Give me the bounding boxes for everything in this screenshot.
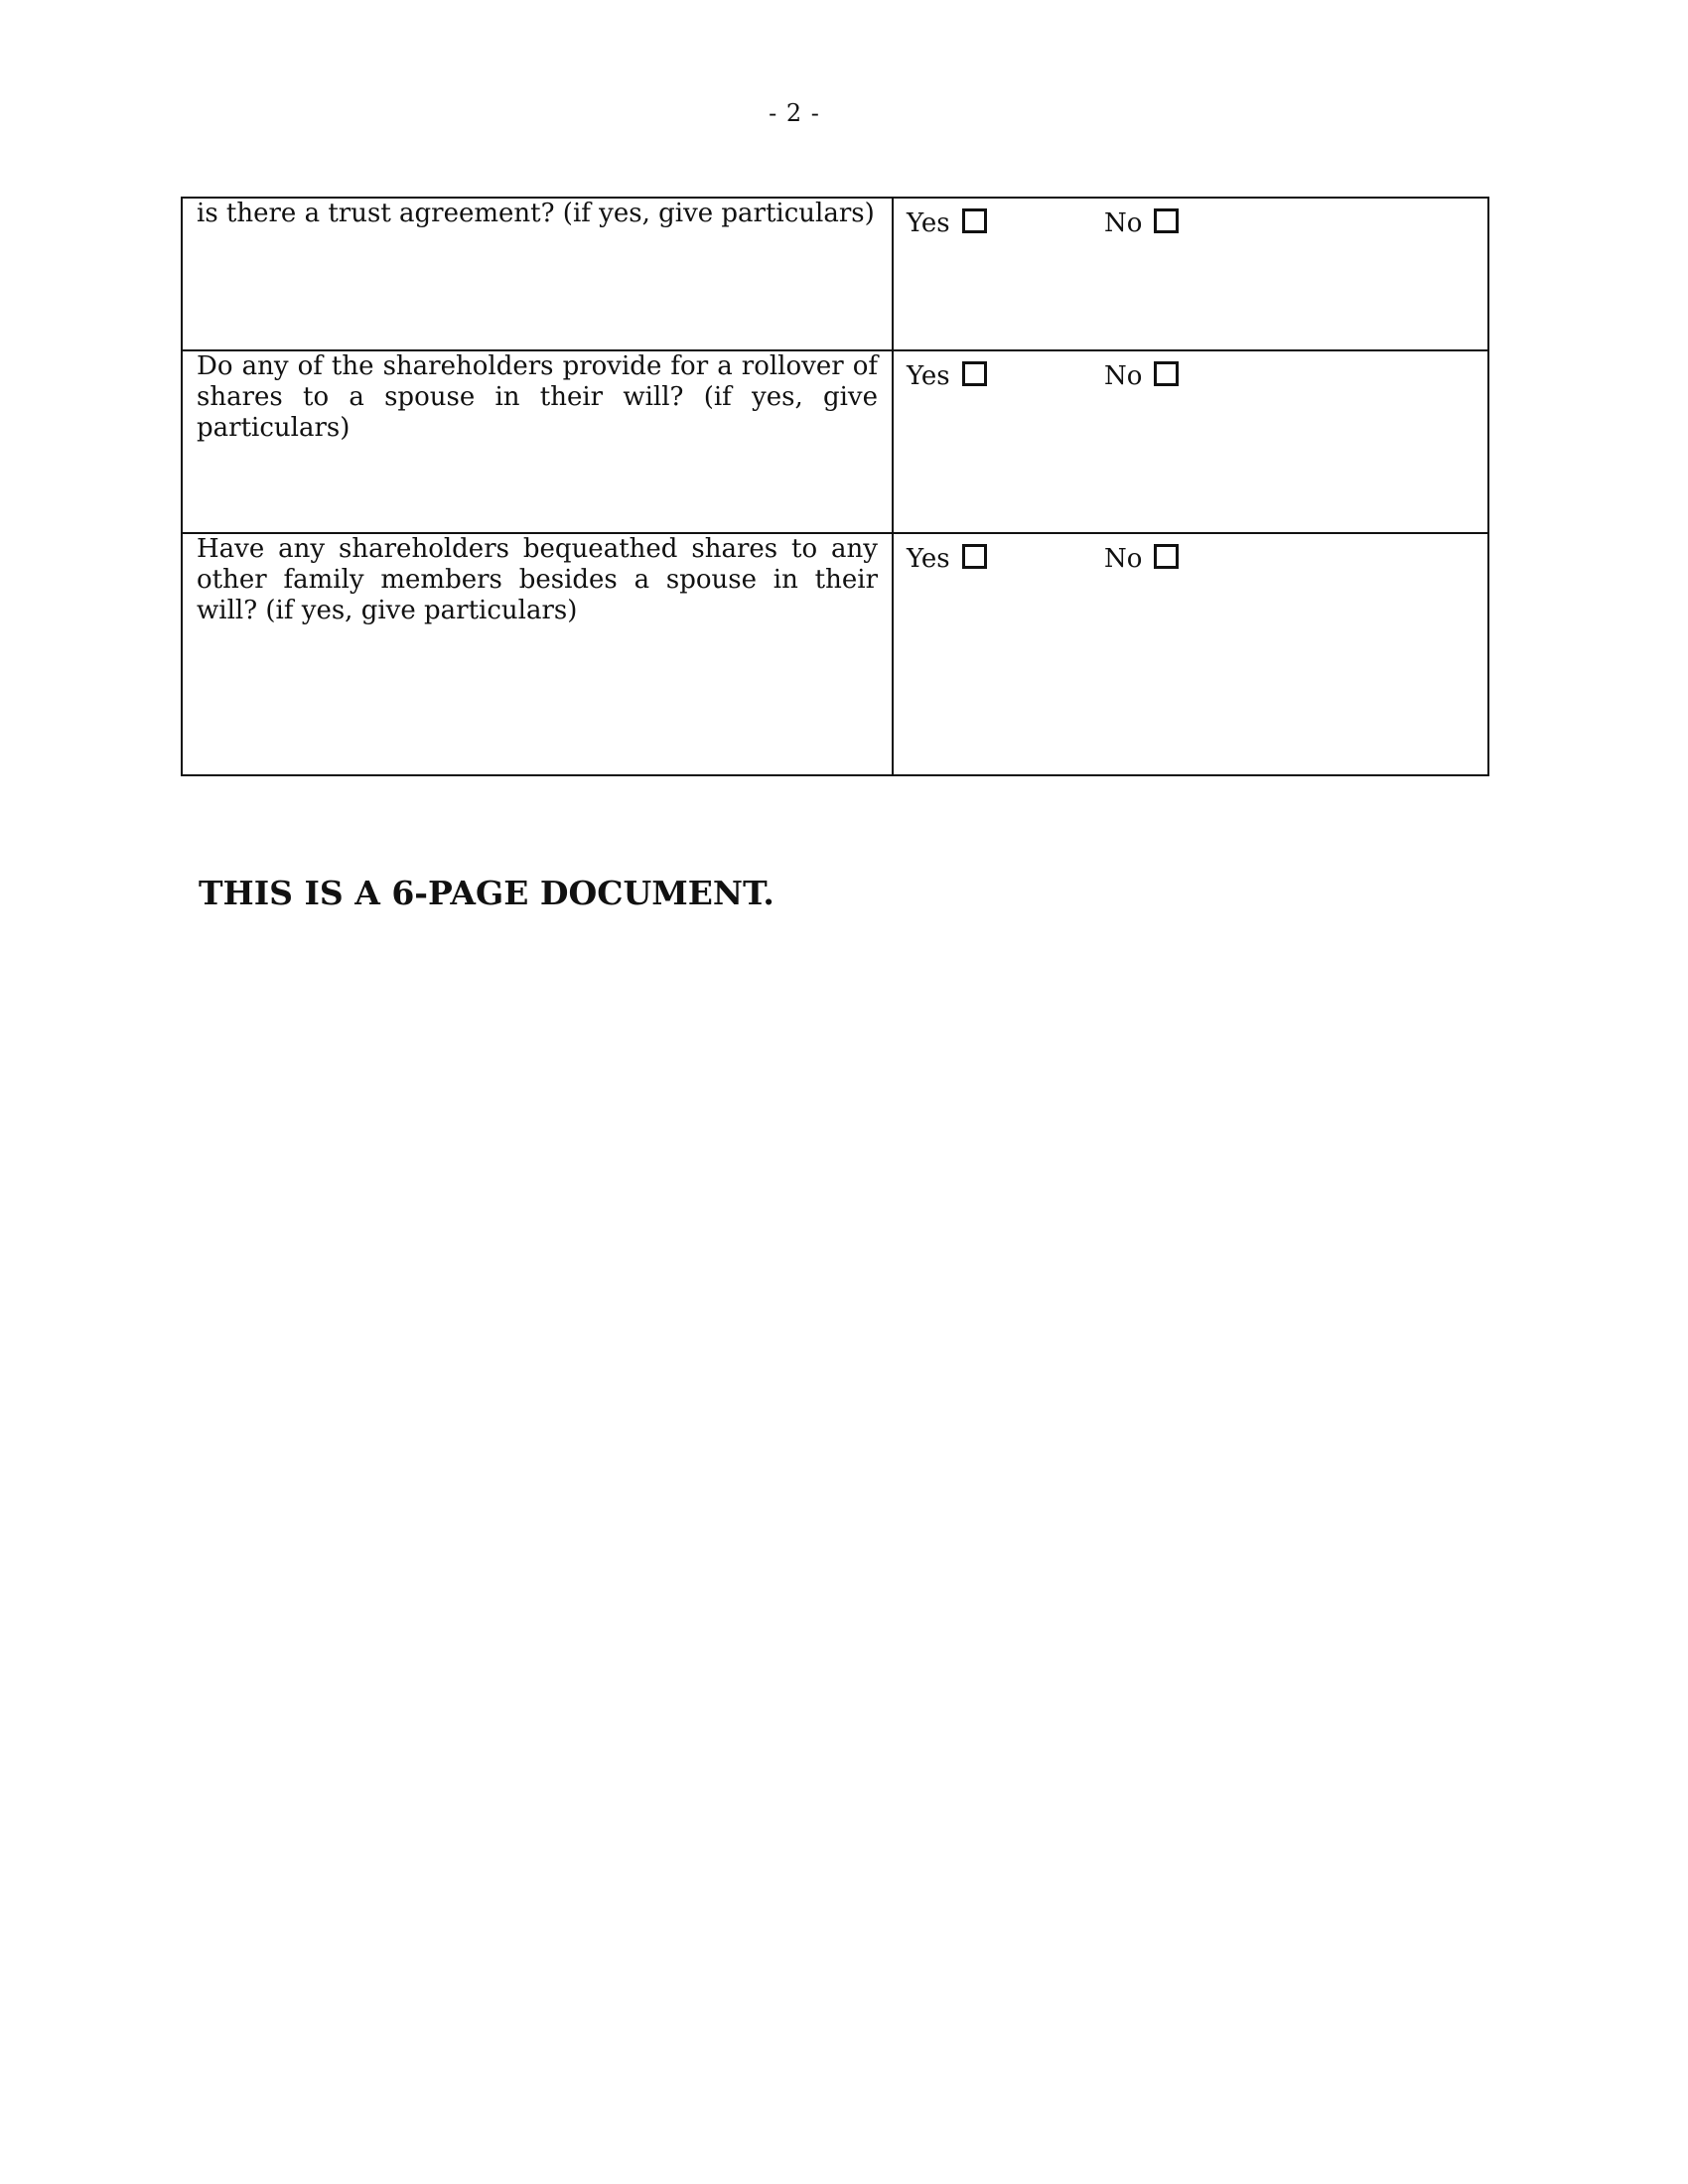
yes-label: Yes xyxy=(907,544,950,574)
no-option xyxy=(1104,208,1179,239)
question-text: Have any shareholders bequeathed shares to any other family members besides a spouse in their will? (if yes, give particulars) xyxy=(197,534,878,625)
no-label: No xyxy=(1104,361,1143,391)
question-cell xyxy=(182,350,893,533)
table-row xyxy=(182,350,1488,533)
yes-option xyxy=(907,544,987,575)
no-checkbox[interactable] xyxy=(1154,544,1179,569)
answer-cell xyxy=(893,350,1488,533)
questionnaire-table xyxy=(181,197,1489,776)
yes-checkbox[interactable] xyxy=(962,361,987,386)
answer-cell xyxy=(893,533,1488,775)
no-option xyxy=(1104,544,1179,575)
answer-cell xyxy=(893,198,1488,350)
table-row xyxy=(182,198,1488,350)
yes-label: Yes xyxy=(907,361,950,391)
yes-checkbox[interactable] xyxy=(962,208,987,233)
question-cell xyxy=(182,198,893,350)
table-row xyxy=(182,533,1488,775)
no-option xyxy=(1104,361,1179,392)
no-label: No xyxy=(1104,544,1143,574)
question-text: Do any of the shareholders provide for a rollover of shares to a spouse in their will? (if yes, give particulars) xyxy=(197,351,878,443)
document-length-notice: THIS IS A 6-PAGE DOCUMENT. xyxy=(199,874,774,912)
question-text: is there a trust agreement? (if yes, give particulars) xyxy=(197,199,875,228)
page-number: - 2 - xyxy=(769,99,820,127)
yes-option xyxy=(907,208,987,239)
no-label: No xyxy=(1104,208,1143,238)
question-cell xyxy=(182,533,893,775)
no-checkbox[interactable] xyxy=(1154,361,1179,386)
yes-checkbox[interactable] xyxy=(962,544,987,569)
no-checkbox[interactable] xyxy=(1154,208,1179,233)
yes-option xyxy=(907,361,987,392)
yes-label: Yes xyxy=(907,208,950,238)
